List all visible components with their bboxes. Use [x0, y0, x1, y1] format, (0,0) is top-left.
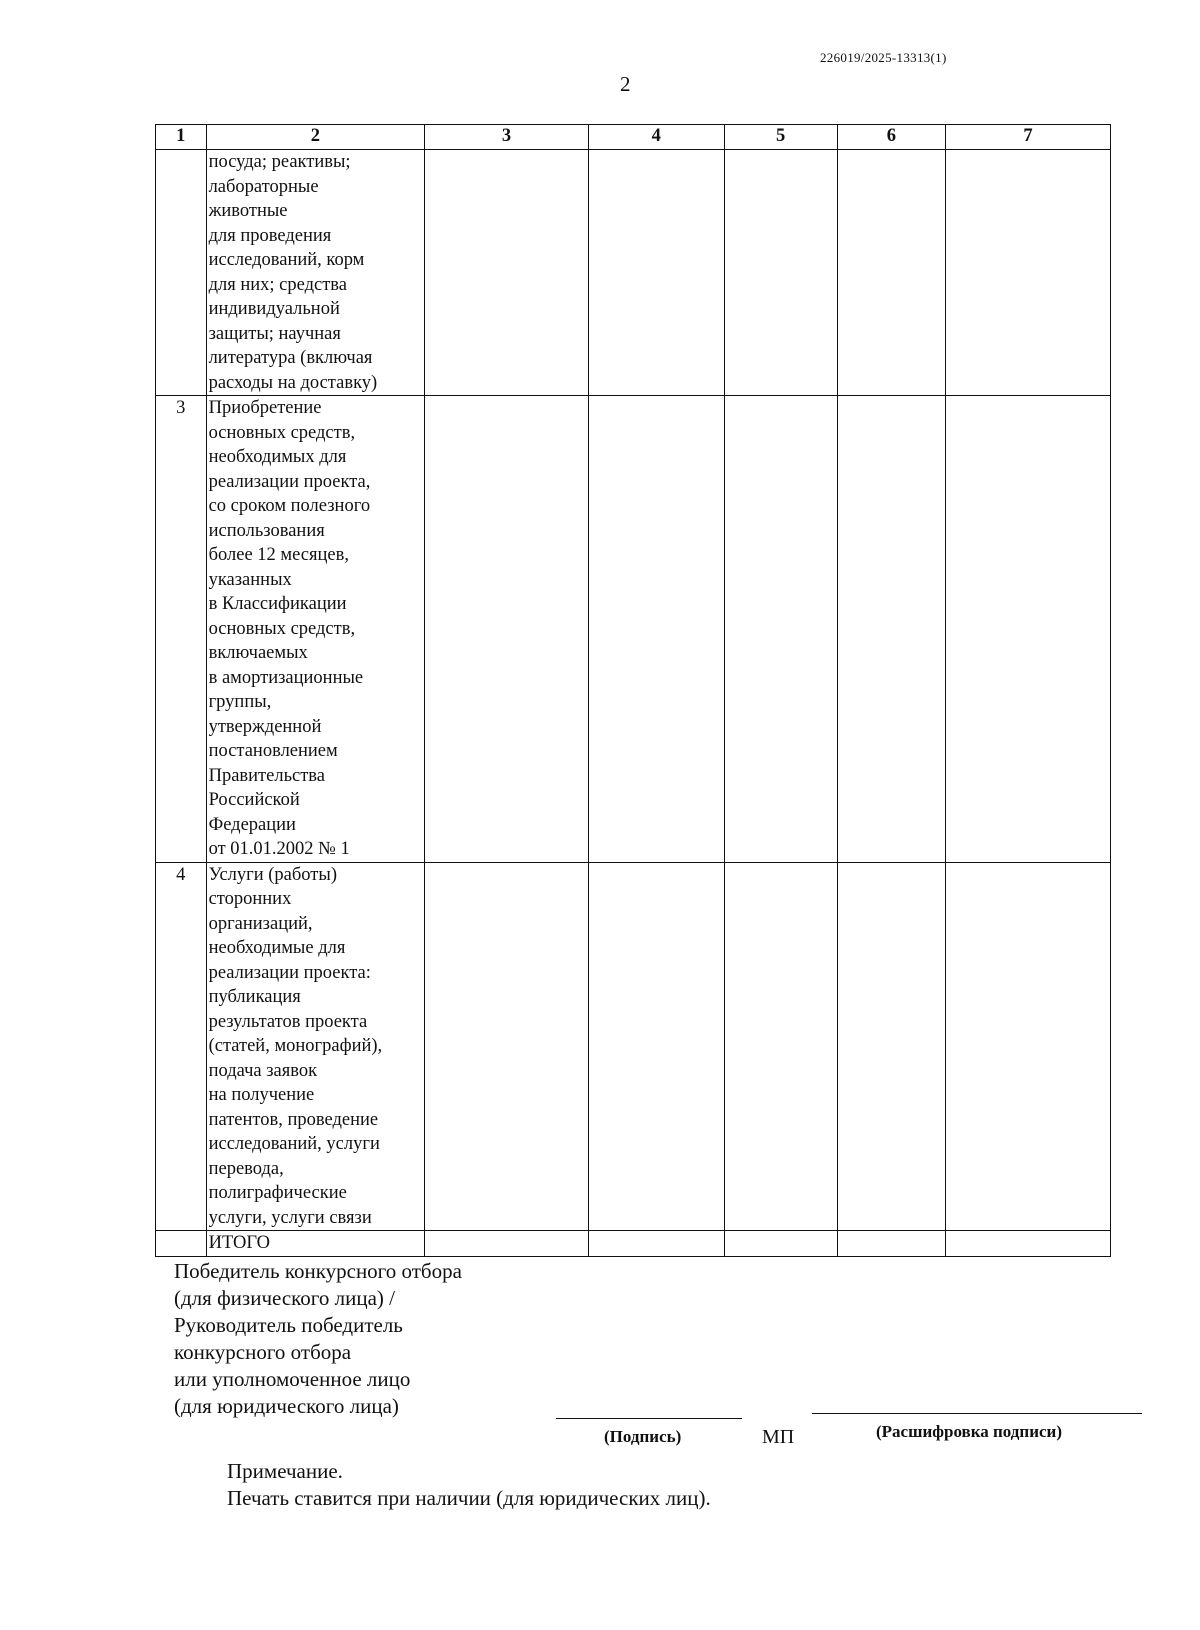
empty-cell	[946, 150, 1111, 396]
empty-cell	[837, 150, 945, 396]
signature-line	[556, 1418, 742, 1419]
empty-cell	[837, 396, 945, 863]
empty-cell	[724, 1231, 837, 1257]
column-header-6: 6	[837, 125, 945, 150]
empty-cell	[724, 396, 837, 863]
signature-decoding-line	[812, 1413, 1142, 1414]
row-number: 3	[156, 396, 207, 863]
expense-item-text: посуда; реактивы; лабораторные животные для проведения исследований, корм для них; средства индивидуальной защиты; научная литература (включая расходы на доставку)	[206, 150, 425, 396]
empty-cell	[837, 862, 945, 1231]
total-row	[156, 1231, 1111, 1257]
empty-cell	[946, 1231, 1111, 1257]
column-header-4: 4	[588, 125, 724, 150]
signature-caption: (Подпись)	[604, 1427, 682, 1446]
empty-cell	[425, 862, 589, 1231]
expense-item-text: Приобретение основных средств, необходимых для реализации проекта, со сроком полезного использования более 12 месяцев, указанных в Классификации основных средств, включаемых в амортизационные группы, утвержденной постановлением Правительства Российской Федерации от 01.01.2002 № 1	[206, 396, 425, 863]
table-row	[156, 150, 1111, 396]
note-text: Печать ставится при наличии (для юридических лиц).	[227, 1486, 711, 1510]
empty-cell	[588, 862, 724, 1231]
note-section	[227, 1458, 711, 1512]
row-number	[156, 1231, 207, 1257]
row-number	[156, 150, 207, 396]
empty-cell	[588, 1231, 724, 1257]
empty-cell	[724, 862, 837, 1231]
note-title: Примечание.	[227, 1459, 343, 1483]
empty-cell	[724, 150, 837, 396]
column-header-7: 7	[946, 125, 1111, 150]
column-header-5: 5	[724, 125, 837, 150]
empty-cell	[837, 1231, 945, 1257]
empty-cell	[588, 396, 724, 863]
stamp-place-label: МП	[762, 1426, 795, 1448]
empty-cell	[946, 862, 1111, 1231]
column-header-1: 1	[156, 125, 207, 150]
column-header-3: 3	[425, 125, 589, 150]
empty-cell	[588, 150, 724, 396]
page-number: 2	[620, 72, 631, 96]
table-row	[156, 396, 1111, 863]
empty-cell	[946, 396, 1111, 863]
expense-item-text: Услуги (работы) сторонних организаций, необходимые для реализации проекта: публикация результатов проекта (статей, монографий), подача заявок на получение патентов, проведение исследований, услуги перевода, полиграфические услуги, услуги связи	[206, 862, 425, 1231]
signatory-description: Победитель конкурсного отбора (для физического лица) / Руководитель победитель конкурсного отбора или уполномоченное лицо (для юридического лица)	[174, 1259, 462, 1418]
empty-cell	[425, 396, 589, 863]
table-header-row	[156, 125, 1111, 150]
signature-decoding-caption: (Расшифровка подписи)	[876, 1422, 1062, 1441]
document-registration-number: 226019/2025-13313(1)	[820, 50, 947, 65]
budget-table	[155, 124, 1111, 1257]
empty-cell	[425, 1231, 589, 1257]
empty-cell	[425, 150, 589, 396]
total-label: ИТОГО	[206, 1231, 425, 1257]
row-number: 4	[156, 862, 207, 1231]
column-header-2: 2	[206, 125, 425, 150]
table-row	[156, 862, 1111, 1231]
